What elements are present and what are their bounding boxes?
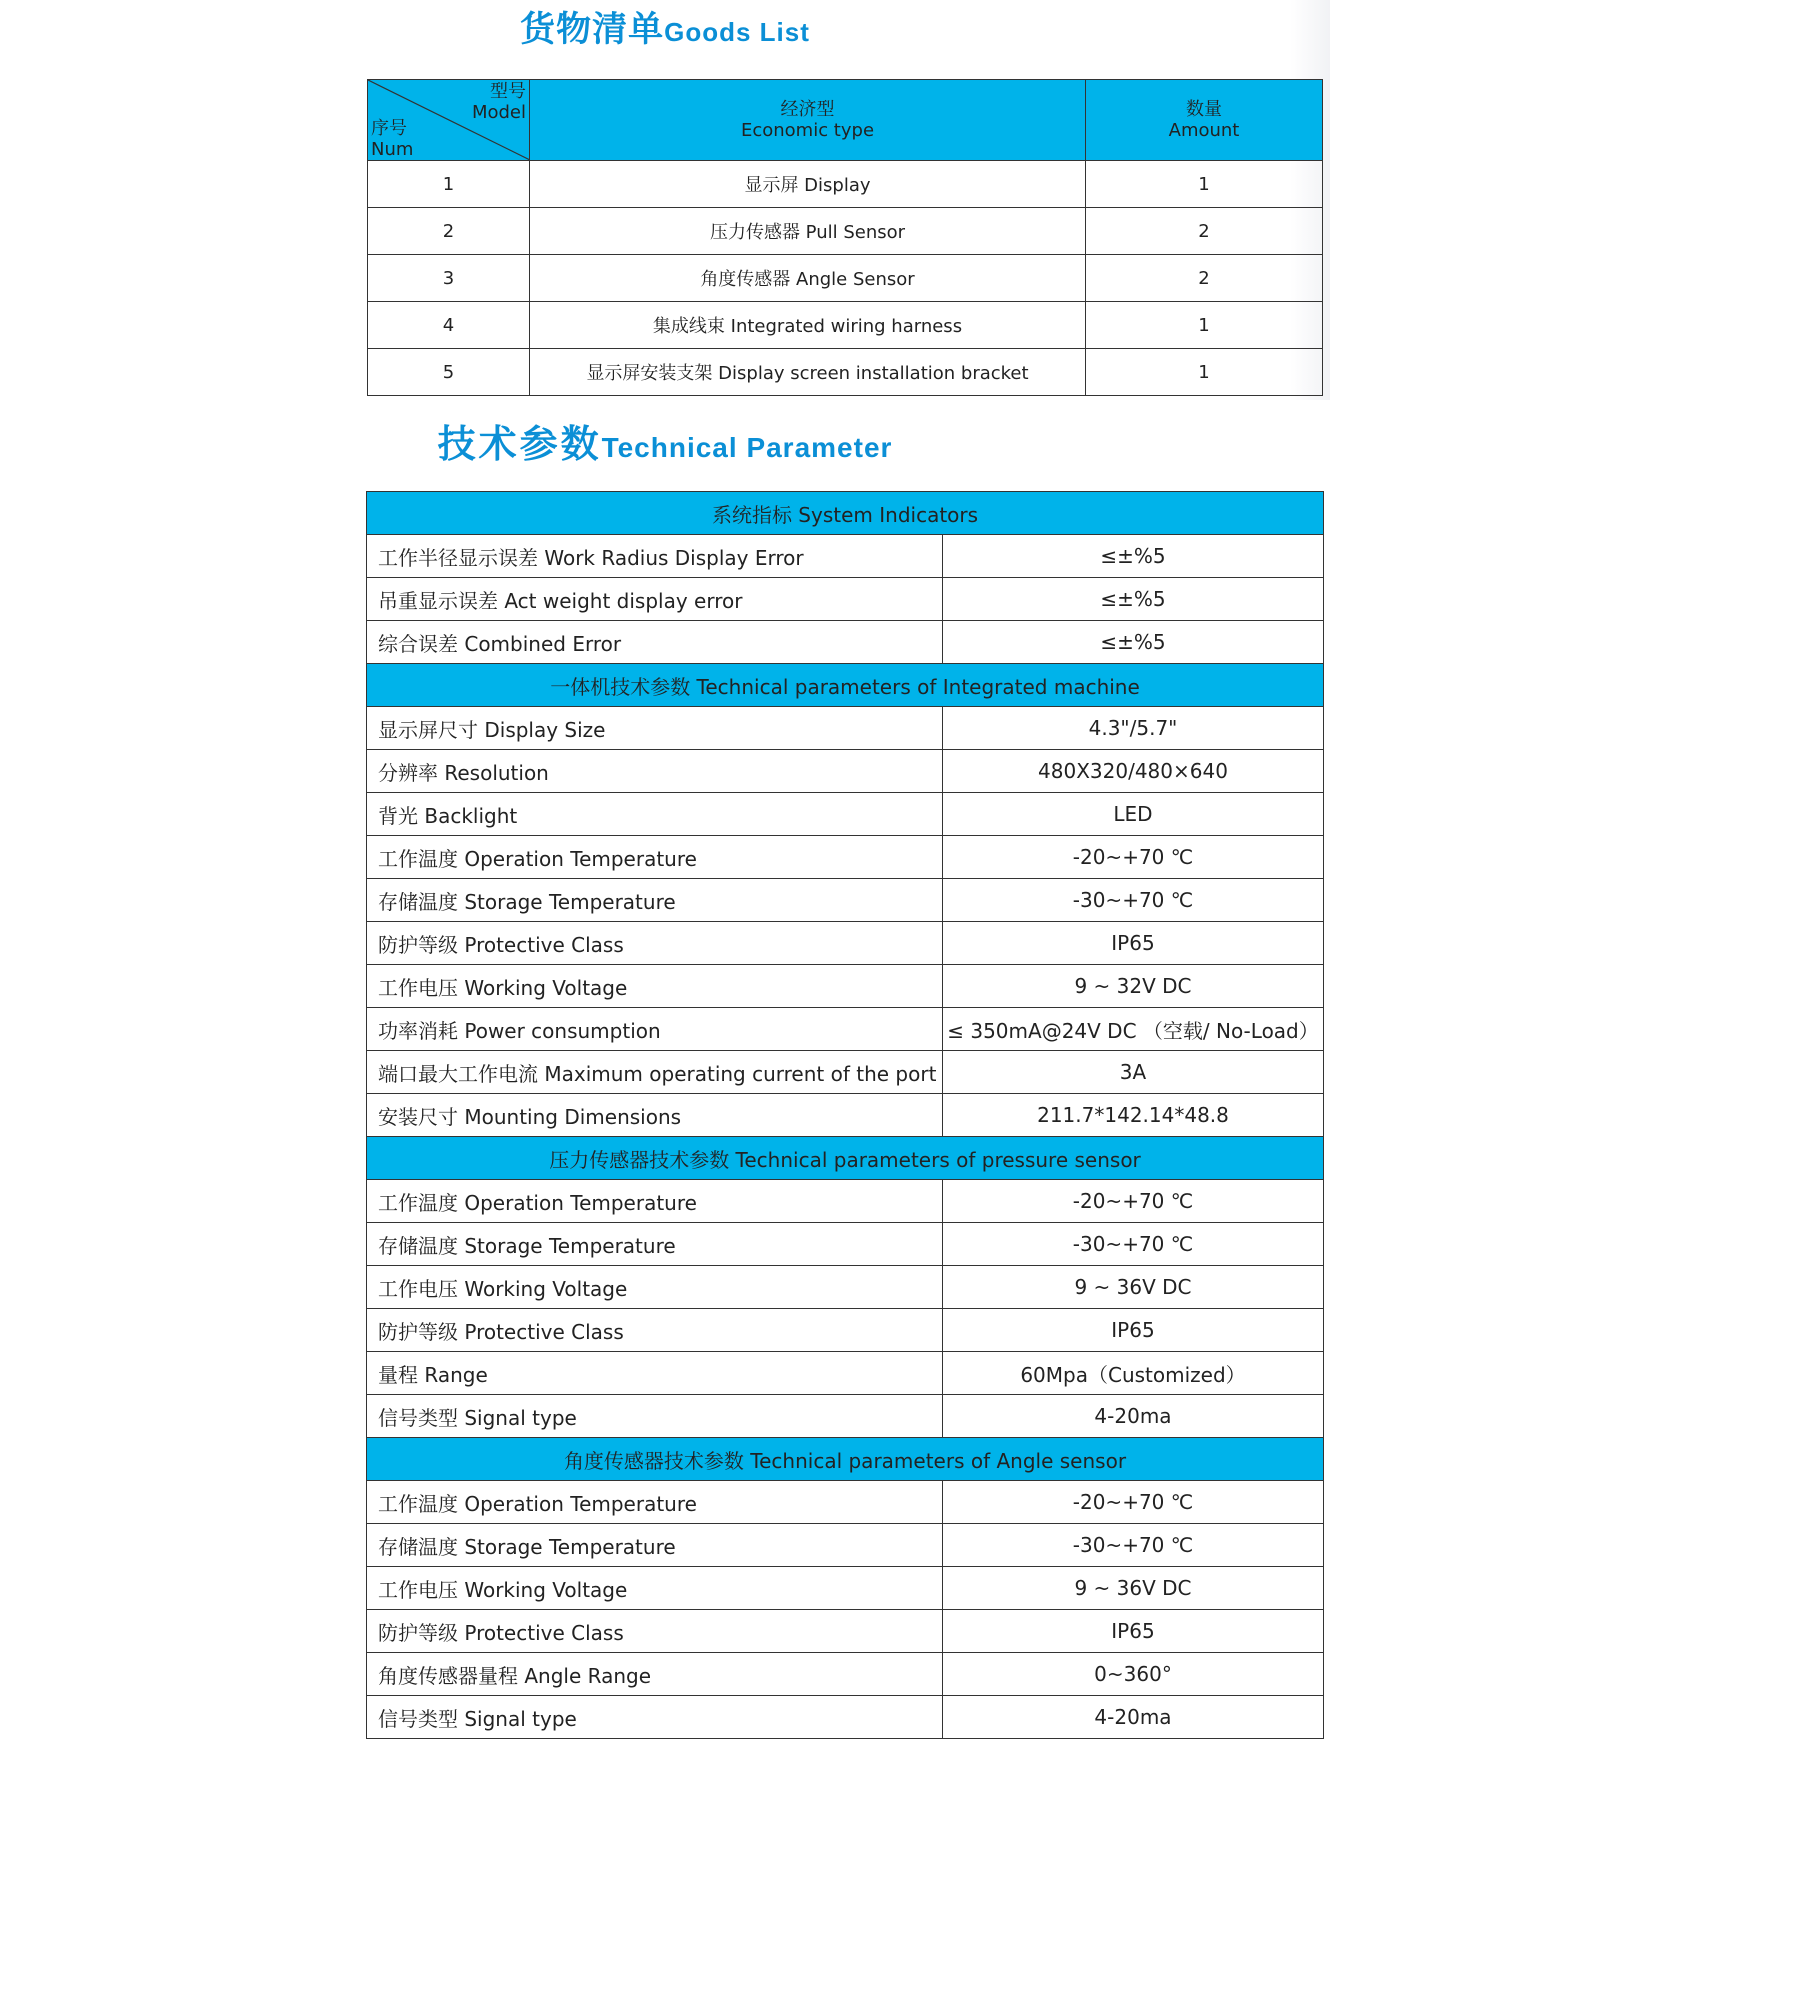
- table-row: [368, 255, 1323, 302]
- header-amount-en: Amount: [1168, 120, 1240, 141]
- table-row: [367, 1266, 1324, 1309]
- param-value: -20~+70 ℃: [943, 1180, 1324, 1223]
- param-value: -20~+70 ℃: [943, 1481, 1324, 1524]
- param-label: 显示屏尺寸 Display Size: [367, 707, 943, 750]
- param-value: 4-20ma: [943, 1696, 1324, 1739]
- header-amount-cn: 数量: [1186, 99, 1222, 120]
- section-heading: 压力传感器技术参数 Technical parameters of pressure sensor: [367, 1137, 1324, 1180]
- param-label: 防护等级 Protective Class: [367, 1610, 943, 1653]
- goods-header-amount: [1086, 80, 1323, 161]
- table-row: [367, 1481, 1324, 1524]
- table-row: [367, 965, 1324, 1008]
- goods-header-type: [530, 80, 1086, 161]
- header-model-en: Model: [471, 102, 526, 123]
- tech-params-title-en: Technical Parameter: [601, 432, 893, 463]
- tech-params-title: [0, 413, 1330, 468]
- tech-params-body: [367, 492, 1324, 1739]
- param-label: 角度传感器量程 Angle Range: [367, 1653, 943, 1696]
- table-row: [367, 621, 1324, 664]
- param-label: 工作半径显示误差 Work Radius Display Error: [367, 535, 943, 578]
- header-type-en: Economic type: [740, 120, 875, 141]
- goods-amount-cell: 1: [1086, 349, 1323, 396]
- param-value: 9 ~ 32V DC: [943, 965, 1324, 1008]
- tech-params-table: [366, 491, 1324, 1739]
- param-label: 工作温度 Operation Temperature: [367, 1180, 943, 1223]
- param-value: 0~360°: [943, 1653, 1324, 1696]
- table-row: [367, 1524, 1324, 1567]
- param-label: 综合误差 Combined Error: [367, 621, 943, 664]
- table-row: [367, 750, 1324, 793]
- param-label: 分辨率 Resolution: [367, 750, 943, 793]
- param-label: 工作电压 Working Voltage: [367, 1266, 943, 1309]
- goods-list-table: [367, 79, 1323, 396]
- param-value: -20~+70 ℃: [943, 836, 1324, 879]
- param-label: 安装尺寸 Mounting Dimensions: [367, 1094, 943, 1137]
- goods-num-cell: 3: [368, 255, 530, 302]
- table-row: [367, 879, 1324, 922]
- goods-name-cell: 显示屏安装支架 Display screen installation bracket: [530, 349, 1086, 396]
- param-label: 防护等级 Protective Class: [367, 1309, 943, 1352]
- table-row: [367, 1567, 1324, 1610]
- table-row: [368, 161, 1323, 208]
- param-label: 背光 Backlight: [367, 793, 943, 836]
- param-label: 工作温度 Operation Temperature: [367, 836, 943, 879]
- param-value: 3A: [943, 1051, 1324, 1094]
- table-row: [367, 1180, 1324, 1223]
- goods-amount-cell: 1: [1086, 161, 1323, 208]
- param-label: 量程 Range: [367, 1352, 943, 1395]
- table-row: [367, 1094, 1324, 1137]
- param-label: 吊重显示误差 Act weight display error: [367, 578, 943, 621]
- table-row: [367, 1696, 1324, 1739]
- param-value: 9 ~ 36V DC: [943, 1266, 1324, 1309]
- section-header-row: [367, 1137, 1324, 1180]
- param-value: IP65: [943, 1610, 1324, 1653]
- param-value: ≤ 350mA@24V DC （空载/ No-Load）: [943, 1008, 1324, 1051]
- table-row: [367, 793, 1324, 836]
- param-label: 防护等级 Protective Class: [367, 922, 943, 965]
- table-row: [367, 707, 1324, 750]
- param-label: 存储温度 Storage Temperature: [367, 1223, 943, 1266]
- section-header-row: [367, 664, 1324, 707]
- goods-list-title-en: Goods List: [664, 17, 810, 47]
- param-value: 211.7*142.14*48.8: [943, 1094, 1324, 1137]
- param-label: 信号类型 Signal type: [367, 1395, 943, 1438]
- goods-num-cell: 4: [368, 302, 530, 349]
- param-label: 端口最大工作电流 Maximum operating current of the port: [367, 1051, 943, 1094]
- param-label: 存储温度 Storage Temperature: [367, 879, 943, 922]
- table-row: [367, 922, 1324, 965]
- table-row: [367, 1051, 1324, 1094]
- param-value: IP65: [943, 922, 1324, 965]
- param-value: LED: [943, 793, 1324, 836]
- table-row: [368, 349, 1323, 396]
- header-num-en: Num: [371, 139, 414, 160]
- table-row: [367, 1610, 1324, 1653]
- param-label: 信号类型 Signal type: [367, 1696, 943, 1739]
- goods-list-body: [368, 161, 1323, 396]
- goods-name-cell: 角度传感器 Angle Sensor: [530, 255, 1086, 302]
- param-value: -30~+70 ℃: [943, 879, 1324, 922]
- param-value: ≤±%5: [943, 578, 1324, 621]
- diagonal-header-cell: [368, 80, 529, 160]
- table-row: [367, 535, 1324, 578]
- goods-header-num-model: [368, 80, 530, 161]
- header-type-cn: 经济型: [780, 99, 835, 120]
- section-header-row: [367, 492, 1324, 535]
- table-row: [367, 578, 1324, 621]
- param-value: 9 ~ 36V DC: [943, 1567, 1324, 1610]
- goods-name-cell: 集成线束 Integrated wiring harness: [530, 302, 1086, 349]
- header-num: [371, 118, 413, 160]
- param-value: ≤±%5: [943, 535, 1324, 578]
- param-value: ≤±%5: [943, 621, 1324, 664]
- param-label: 存储温度 Storage Temperature: [367, 1524, 943, 1567]
- table-row: [367, 1223, 1324, 1266]
- header-model-cn: 型号: [490, 81, 526, 102]
- goods-name-cell: 显示屏 Display: [530, 161, 1086, 208]
- param-label: 工作电压 Working Voltage: [367, 965, 943, 1008]
- goods-list-header-row: [368, 80, 1323, 161]
- table-row: [367, 1395, 1324, 1438]
- param-value: -30~+70 ℃: [943, 1524, 1324, 1567]
- tech-params-title-cn: 技术参数: [437, 422, 602, 466]
- table-row: [368, 302, 1323, 349]
- table-row: [367, 1309, 1324, 1352]
- param-label: 功率消耗 Power consumption: [367, 1008, 943, 1051]
- section-heading: 系统指标 System Indicators: [367, 492, 1324, 535]
- section-heading: 一体机技术参数 Technical parameters of Integrated machine: [367, 664, 1324, 707]
- param-label: 工作电压 Working Voltage: [367, 1567, 943, 1610]
- table-row: [367, 1653, 1324, 1696]
- goods-num-cell: 2: [368, 208, 530, 255]
- param-value: 480X320/480×640: [943, 750, 1324, 793]
- goods-amount-cell: 1: [1086, 302, 1323, 349]
- table-row: [367, 1352, 1324, 1395]
- goods-num-cell: 1: [368, 161, 530, 208]
- table-row: [368, 208, 1323, 255]
- goods-name-cell: 压力传感器 Pull Sensor: [530, 208, 1086, 255]
- header-num-cn: 序号: [371, 118, 407, 139]
- table-row: [367, 836, 1324, 879]
- section-header-row: [367, 1438, 1324, 1481]
- goods-list-title: [0, 2, 1330, 52]
- goods-num-cell: 5: [368, 349, 530, 396]
- table-row: [367, 1008, 1324, 1051]
- param-value: -30~+70 ℃: [943, 1223, 1324, 1266]
- param-value: 4-20ma: [943, 1395, 1324, 1438]
- param-value: 60Mpa（Customized）: [943, 1352, 1324, 1395]
- goods-amount-cell: 2: [1086, 208, 1323, 255]
- goods-list-title-cn: 货物清单: [520, 10, 665, 50]
- goods-amount-cell: 2: [1086, 255, 1323, 302]
- section-heading: 角度传感器技术参数 Technical parameters of Angle sensor: [367, 1438, 1324, 1481]
- header-model: [472, 81, 526, 123]
- param-value: IP65: [943, 1309, 1324, 1352]
- param-label: 工作温度 Operation Temperature: [367, 1481, 943, 1524]
- param-value: 4.3"/5.7": [943, 707, 1324, 750]
